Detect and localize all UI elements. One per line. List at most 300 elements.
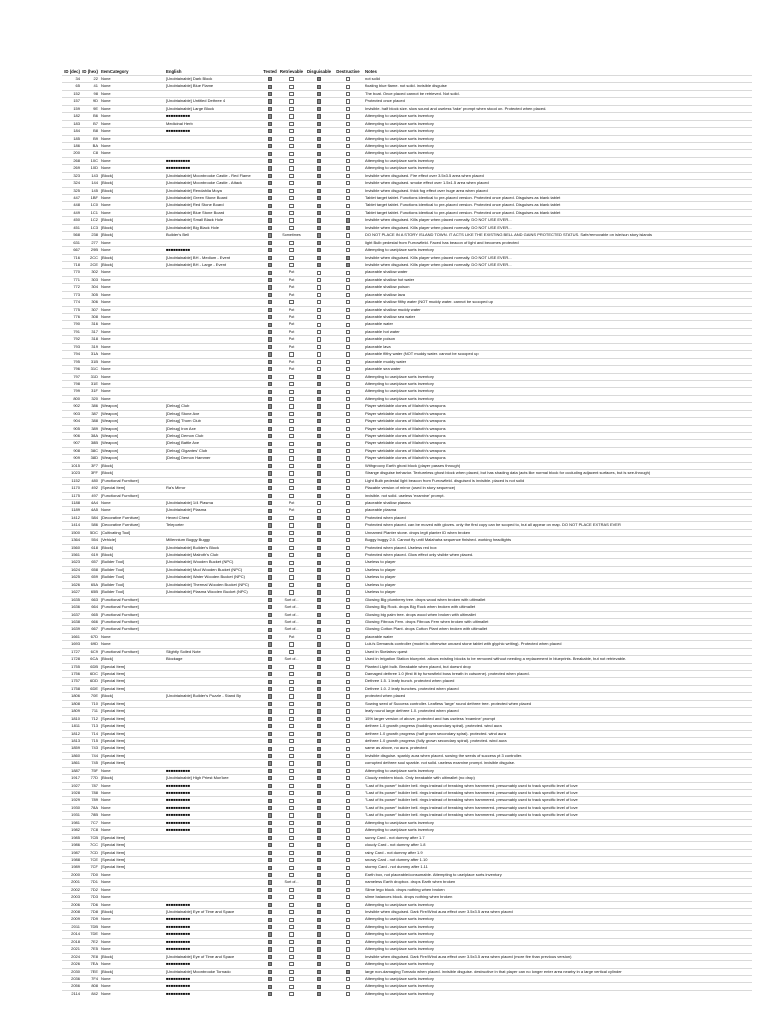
- tested-checkbox[interactable]: [268, 665, 272, 669]
- disguisable-checkbox[interactable]: [317, 360, 321, 364]
- tested-checkbox[interactable]: [268, 642, 272, 646]
- retrievable-checkbox[interactable]: [289, 129, 293, 133]
- disguisable-checkbox[interactable]: [317, 308, 321, 312]
- disguisable-checkbox[interactable]: [317, 553, 321, 557]
- disguisable-checkbox[interactable]: [317, 940, 321, 944]
- tested-checkbox[interactable]: [268, 114, 272, 118]
- tested-checkbox[interactable]: [268, 583, 272, 587]
- disguisable-checkbox[interactable]: [317, 211, 321, 215]
- disguisable-checkbox[interactable]: [317, 129, 321, 133]
- tested-checkbox[interactable]: [268, 628, 272, 632]
- tested-checkbox[interactable]: [268, 561, 272, 565]
- retrievable-checkbox[interactable]: [289, 181, 293, 185]
- tested-checkbox[interactable]: [268, 99, 272, 103]
- disguisable-checkbox[interactable]: [317, 107, 321, 111]
- destructive-checkbox[interactable]: [346, 345, 350, 349]
- retrievable-checkbox[interactable]: [289, 122, 293, 126]
- disguisable-checkbox[interactable]: [317, 620, 321, 624]
- destructive-checkbox[interactable]: [346, 888, 350, 892]
- tested-checkbox[interactable]: [268, 724, 272, 728]
- retrievable-checkbox[interactable]: [289, 747, 293, 751]
- tested-checkbox[interactable]: [268, 397, 272, 401]
- disguisable-checkbox[interactable]: [317, 434, 321, 438]
- tested-checkbox[interactable]: [268, 166, 272, 170]
- retrievable-checkbox[interactable]: [289, 263, 293, 267]
- retrievable-checkbox[interactable]: [289, 732, 293, 736]
- retrievable-checkbox[interactable]: [289, 947, 293, 951]
- disguisable-checkbox[interactable]: [317, 583, 321, 587]
- tested-checkbox[interactable]: [268, 918, 272, 922]
- tested-checkbox[interactable]: [268, 635, 272, 639]
- disguisable-checkbox[interactable]: [317, 531, 321, 535]
- destructive-checkbox[interactable]: [346, 866, 350, 870]
- retrievable-checkbox[interactable]: [289, 828, 293, 832]
- disguisable-checkbox[interactable]: [317, 538, 321, 542]
- tested-checkbox[interactable]: [268, 687, 272, 691]
- retrievable-checkbox[interactable]: [289, 99, 293, 103]
- tested-checkbox[interactable]: [268, 196, 272, 200]
- tested-checkbox[interactable]: [268, 293, 272, 297]
- disguisable-checkbox[interactable]: [317, 233, 321, 237]
- destructive-checkbox[interactable]: [346, 799, 350, 803]
- retrievable-checkbox[interactable]: [289, 769, 293, 773]
- disguisable-checkbox[interactable]: [317, 732, 321, 736]
- retrievable-checkbox[interactable]: [289, 791, 293, 795]
- destructive-checkbox[interactable]: [346, 761, 350, 765]
- disguisable-checkbox[interactable]: [317, 970, 321, 974]
- destructive-checkbox[interactable]: [346, 181, 350, 185]
- destructive-checkbox[interactable]: [346, 152, 350, 156]
- tested-checkbox[interactable]: [268, 761, 272, 765]
- destructive-checkbox[interactable]: [346, 784, 350, 788]
- retrievable-checkbox[interactable]: [289, 650, 293, 654]
- retrievable-checkbox[interactable]: [289, 397, 293, 401]
- tested-checkbox[interactable]: [268, 955, 272, 959]
- retrievable-checkbox[interactable]: [289, 836, 293, 840]
- tested-checkbox[interactable]: [268, 776, 272, 780]
- tested-checkbox[interactable]: [268, 553, 272, 557]
- disguisable-checkbox[interactable]: [317, 977, 321, 981]
- retrievable-checkbox[interactable]: [289, 404, 293, 408]
- destructive-checkbox[interactable]: [346, 196, 350, 200]
- disguisable-checkbox[interactable]: [317, 181, 321, 185]
- disguisable-checkbox[interactable]: [317, 828, 321, 832]
- destructive-checkbox[interactable]: [346, 211, 350, 215]
- tested-checkbox[interactable]: [268, 717, 272, 721]
- tested-checkbox[interactable]: [268, 360, 272, 364]
- destructive-checkbox[interactable]: [346, 427, 350, 431]
- disguisable-checkbox[interactable]: [317, 397, 321, 401]
- tested-checkbox[interactable]: [268, 241, 272, 245]
- disguisable-checkbox[interactable]: [317, 523, 321, 527]
- retrievable-checkbox[interactable]: [289, 300, 293, 304]
- retrievable-checkbox[interactable]: [289, 77, 293, 81]
- destructive-checkbox[interactable]: [346, 620, 350, 624]
- destructive-checkbox[interactable]: [346, 821, 350, 825]
- disguisable-checkbox[interactable]: [317, 955, 321, 959]
- destructive-checkbox[interactable]: [346, 263, 350, 267]
- tested-checkbox[interactable]: [268, 769, 272, 773]
- retrievable-checkbox[interactable]: [289, 456, 293, 460]
- tested-checkbox[interactable]: [268, 791, 272, 795]
- retrievable-checkbox[interactable]: [289, 665, 293, 669]
- disguisable-checkbox[interactable]: [317, 337, 321, 341]
- destructive-checkbox[interactable]: [346, 271, 350, 275]
- destructive-checkbox[interactable]: [346, 256, 350, 260]
- tested-checkbox[interactable]: [268, 509, 272, 513]
- retrievable-checkbox[interactable]: [289, 204, 293, 208]
- destructive-checkbox[interactable]: [346, 464, 350, 468]
- destructive-checkbox[interactable]: [346, 159, 350, 163]
- retrievable-checkbox[interactable]: [289, 709, 293, 713]
- destructive-checkbox[interactable]: [346, 806, 350, 810]
- tested-checkbox[interactable]: [268, 970, 272, 974]
- tested-checkbox[interactable]: [268, 137, 272, 141]
- tested-checkbox[interactable]: [268, 330, 272, 334]
- tested-checkbox[interactable]: [268, 672, 272, 676]
- retrievable-checkbox[interactable]: [289, 866, 293, 870]
- disguisable-checkbox[interactable]: [317, 241, 321, 245]
- destructive-checkbox[interactable]: [346, 717, 350, 721]
- disguisable-checkbox[interactable]: [317, 263, 321, 267]
- retrievable-checkbox[interactable]: [289, 523, 293, 527]
- tested-checkbox[interactable]: [268, 159, 272, 163]
- disguisable-checkbox[interactable]: [317, 256, 321, 260]
- destructive-checkbox[interactable]: [346, 739, 350, 743]
- tested-checkbox[interactable]: [268, 345, 272, 349]
- disguisable-checkbox[interactable]: [317, 561, 321, 565]
- tested-checkbox[interactable]: [268, 516, 272, 520]
- disguisable-checkbox[interactable]: [317, 888, 321, 892]
- retrievable-checkbox[interactable]: [289, 895, 293, 899]
- destructive-checkbox[interactable]: [346, 442, 350, 446]
- destructive-checkbox[interactable]: [346, 494, 350, 498]
- disguisable-checkbox[interactable]: [317, 85, 321, 89]
- retrievable-checkbox[interactable]: [289, 196, 293, 200]
- destructive-checkbox[interactable]: [346, 114, 350, 118]
- tested-checkbox[interactable]: [268, 836, 272, 840]
- tested-checkbox[interactable]: [268, 784, 272, 788]
- disguisable-checkbox[interactable]: [317, 799, 321, 803]
- retrievable-checkbox[interactable]: [289, 449, 293, 453]
- tested-checkbox[interactable]: [268, 337, 272, 341]
- destructive-checkbox[interactable]: [346, 970, 350, 974]
- retrievable-checkbox[interactable]: [289, 761, 293, 765]
- disguisable-checkbox[interactable]: [317, 791, 321, 795]
- retrievable-checkbox[interactable]: [289, 538, 293, 542]
- tested-checkbox[interactable]: [268, 680, 272, 684]
- tested-checkbox[interactable]: [268, 747, 272, 751]
- disguisable-checkbox[interactable]: [317, 152, 321, 156]
- disguisable-checkbox[interactable]: [317, 918, 321, 922]
- retrievable-checkbox[interactable]: [289, 85, 293, 89]
- tested-checkbox[interactable]: [268, 248, 272, 252]
- disguisable-checkbox[interactable]: [317, 248, 321, 252]
- tested-checkbox[interactable]: [268, 702, 272, 706]
- destructive-checkbox[interactable]: [346, 605, 350, 609]
- disguisable-checkbox[interactable]: [317, 196, 321, 200]
- disguisable-checkbox[interactable]: [317, 947, 321, 951]
- destructive-checkbox[interactable]: [346, 404, 350, 408]
- retrievable-checkbox[interactable]: [289, 754, 293, 758]
- disguisable-checkbox[interactable]: [317, 77, 321, 81]
- retrievable-checkbox[interactable]: [289, 166, 293, 170]
- retrievable-checkbox[interactable]: [289, 813, 293, 817]
- disguisable-checkbox[interactable]: [317, 776, 321, 780]
- disguisable-checkbox[interactable]: [317, 278, 321, 282]
- destructive-checkbox[interactable]: [346, 955, 350, 959]
- tested-checkbox[interactable]: [268, 546, 272, 550]
- tested-checkbox[interactable]: [268, 226, 272, 230]
- disguisable-checkbox[interactable]: [317, 174, 321, 178]
- destructive-checkbox[interactable]: [346, 516, 350, 520]
- disguisable-checkbox[interactable]: [317, 509, 321, 513]
- destructive-checkbox[interactable]: [346, 375, 350, 379]
- retrievable-checkbox[interactable]: [289, 776, 293, 780]
- retrievable-checkbox[interactable]: [289, 821, 293, 825]
- retrievable-checkbox[interactable]: [289, 352, 293, 356]
- disguisable-checkbox[interactable]: [317, 821, 321, 825]
- retrievable-checkbox[interactable]: [289, 218, 293, 222]
- retrievable-checkbox[interactable]: [289, 583, 293, 587]
- retrievable-checkbox[interactable]: [289, 702, 293, 706]
- tested-checkbox[interactable]: [268, 92, 272, 96]
- destructive-checkbox[interactable]: [346, 99, 350, 103]
- destructive-checkbox[interactable]: [346, 323, 350, 327]
- destructive-checkbox[interactable]: [346, 360, 350, 364]
- tested-checkbox[interactable]: [268, 821, 272, 825]
- destructive-checkbox[interactable]: [346, 858, 350, 862]
- destructive-checkbox[interactable]: [346, 932, 350, 936]
- disguisable-checkbox[interactable]: [317, 546, 321, 550]
- retrievable-checkbox[interactable]: [289, 925, 293, 929]
- disguisable-checkbox[interactable]: [317, 739, 321, 743]
- retrievable-checkbox[interactable]: [289, 955, 293, 959]
- tested-checkbox[interactable]: [268, 873, 272, 877]
- tested-checkbox[interactable]: [268, 501, 272, 505]
- destructive-checkbox[interactable]: [346, 843, 350, 847]
- destructive-checkbox[interactable]: [346, 278, 350, 282]
- destructive-checkbox[interactable]: [346, 672, 350, 676]
- disguisable-checkbox[interactable]: [317, 754, 321, 758]
- retrievable-checkbox[interactable]: [289, 137, 293, 141]
- disguisable-checkbox[interactable]: [317, 189, 321, 193]
- disguisable-checkbox[interactable]: [317, 687, 321, 691]
- destructive-checkbox[interactable]: [346, 947, 350, 951]
- tested-checkbox[interactable]: [268, 181, 272, 185]
- tested-checkbox[interactable]: [268, 278, 272, 282]
- disguisable-checkbox[interactable]: [317, 382, 321, 386]
- tested-checkbox[interactable]: [268, 152, 272, 156]
- tested-checkbox[interactable]: [268, 620, 272, 624]
- disguisable-checkbox[interactable]: [317, 345, 321, 349]
- destructive-checkbox[interactable]: [346, 903, 350, 907]
- tested-checkbox[interactable]: [268, 367, 272, 371]
- retrievable-checkbox[interactable]: [289, 799, 293, 803]
- disguisable-checkbox[interactable]: [317, 404, 321, 408]
- tested-checkbox[interactable]: [268, 308, 272, 312]
- tested-checkbox[interactable]: [268, 456, 272, 460]
- tested-checkbox[interactable]: [268, 851, 272, 855]
- disguisable-checkbox[interactable]: [317, 680, 321, 684]
- tested-checkbox[interactable]: [268, 315, 272, 319]
- retrievable-checkbox[interactable]: [289, 873, 293, 877]
- tested-checkbox[interactable]: [268, 605, 272, 609]
- tested-checkbox[interactable]: [268, 575, 272, 579]
- disguisable-checkbox[interactable]: [317, 122, 321, 126]
- tested-checkbox[interactable]: [268, 285, 272, 289]
- destructive-checkbox[interactable]: [346, 174, 350, 178]
- disguisable-checkbox[interactable]: [317, 650, 321, 654]
- retrievable-checkbox[interactable]: [289, 672, 293, 676]
- retrievable-checkbox[interactable]: [289, 858, 293, 862]
- disguisable-checkbox[interactable]: [317, 747, 321, 751]
- destructive-checkbox[interactable]: [346, 628, 350, 632]
- tested-checkbox[interactable]: [268, 122, 272, 126]
- destructive-checkbox[interactable]: [346, 308, 350, 312]
- retrievable-checkbox[interactable]: [289, 144, 293, 148]
- disguisable-checkbox[interactable]: [317, 843, 321, 847]
- destructive-checkbox[interactable]: [346, 880, 350, 884]
- destructive-checkbox[interactable]: [346, 241, 350, 245]
- destructive-checkbox[interactable]: [346, 836, 350, 840]
- retrievable-checkbox[interactable]: [289, 642, 293, 646]
- destructive-checkbox[interactable]: [346, 613, 350, 617]
- disguisable-checkbox[interactable]: [317, 144, 321, 148]
- destructive-checkbox[interactable]: [346, 449, 350, 453]
- retrievable-checkbox[interactable]: [289, 427, 293, 431]
- tested-checkbox[interactable]: [268, 174, 272, 178]
- destructive-checkbox[interactable]: [346, 724, 350, 728]
- retrievable-checkbox[interactable]: [289, 486, 293, 490]
- destructive-checkbox[interactable]: [346, 300, 350, 304]
- tested-checkbox[interactable]: [268, 590, 272, 594]
- tested-checkbox[interactable]: [268, 858, 272, 862]
- tested-checkbox[interactable]: [268, 799, 272, 803]
- destructive-checkbox[interactable]: [346, 553, 350, 557]
- disguisable-checkbox[interactable]: [317, 568, 321, 572]
- tested-checkbox[interactable]: [268, 271, 272, 275]
- disguisable-checkbox[interactable]: [317, 605, 321, 609]
- destructive-checkbox[interactable]: [346, 352, 350, 356]
- destructive-checkbox[interactable]: [346, 166, 350, 170]
- retrievable-checkbox[interactable]: [289, 739, 293, 743]
- tested-checkbox[interactable]: [268, 694, 272, 698]
- disguisable-checkbox[interactable]: [317, 613, 321, 617]
- tested-checkbox[interactable]: [268, 985, 272, 989]
- disguisable-checkbox[interactable]: [317, 694, 321, 698]
- tested-checkbox[interactable]: [268, 189, 272, 193]
- tested-checkbox[interactable]: [268, 992, 272, 996]
- destructive-checkbox[interactable]: [346, 501, 350, 505]
- disguisable-checkbox[interactable]: [317, 672, 321, 676]
- retrievable-checkbox[interactable]: [289, 910, 293, 914]
- destructive-checkbox[interactable]: [346, 925, 350, 929]
- disguisable-checkbox[interactable]: [317, 709, 321, 713]
- retrievable-checkbox[interactable]: [289, 434, 293, 438]
- retrievable-checkbox[interactable]: [289, 419, 293, 423]
- retrievable-checkbox[interactable]: [289, 211, 293, 215]
- destructive-checkbox[interactable]: [346, 985, 350, 989]
- retrievable-checkbox[interactable]: [289, 382, 293, 386]
- retrievable-checkbox[interactable]: [289, 256, 293, 260]
- tested-checkbox[interactable]: [268, 412, 272, 416]
- disguisable-checkbox[interactable]: [317, 962, 321, 966]
- tested-checkbox[interactable]: [268, 940, 272, 944]
- retrievable-checkbox[interactable]: [289, 784, 293, 788]
- retrievable-checkbox[interactable]: [289, 479, 293, 483]
- tested-checkbox[interactable]: [268, 650, 272, 654]
- retrievable-checkbox[interactable]: [289, 724, 293, 728]
- tested-checkbox[interactable]: [268, 419, 272, 423]
- destructive-checkbox[interactable]: [346, 561, 350, 565]
- retrievable-checkbox[interactable]: [289, 977, 293, 981]
- disguisable-checkbox[interactable]: [317, 464, 321, 468]
- destructive-checkbox[interactable]: [346, 575, 350, 579]
- disguisable-checkbox[interactable]: [317, 412, 321, 416]
- disguisable-checkbox[interactable]: [317, 903, 321, 907]
- disguisable-checkbox[interactable]: [317, 456, 321, 460]
- disguisable-checkbox[interactable]: [317, 858, 321, 862]
- disguisable-checkbox[interactable]: [317, 442, 321, 446]
- disguisable-checkbox[interactable]: [317, 932, 321, 936]
- retrievable-checkbox[interactable]: [289, 159, 293, 163]
- destructive-checkbox[interactable]: [346, 107, 350, 111]
- disguisable-checkbox[interactable]: [317, 352, 321, 356]
- tested-checkbox[interactable]: [268, 806, 272, 810]
- disguisable-checkbox[interactable]: [317, 895, 321, 899]
- retrievable-checkbox[interactable]: [289, 687, 293, 691]
- disguisable-checkbox[interactable]: [317, 137, 321, 141]
- disguisable-checkbox[interactable]: [317, 910, 321, 914]
- tested-checkbox[interactable]: [268, 828, 272, 832]
- retrievable-checkbox[interactable]: [289, 531, 293, 535]
- tested-checkbox[interactable]: [268, 85, 272, 89]
- destructive-checkbox[interactable]: [346, 642, 350, 646]
- tested-checkbox[interactable]: [268, 925, 272, 929]
- destructive-checkbox[interactable]: [346, 285, 350, 289]
- destructive-checkbox[interactable]: [346, 479, 350, 483]
- tested-checkbox[interactable]: [268, 486, 272, 490]
- destructive-checkbox[interactable]: [346, 754, 350, 758]
- destructive-checkbox[interactable]: [346, 687, 350, 691]
- retrievable-checkbox[interactable]: [289, 248, 293, 252]
- tested-checkbox[interactable]: [268, 233, 272, 237]
- destructive-checkbox[interactable]: [346, 538, 350, 542]
- disguisable-checkbox[interactable]: [317, 367, 321, 371]
- retrievable-checkbox[interactable]: [289, 806, 293, 810]
- destructive-checkbox[interactable]: [346, 910, 350, 914]
- destructive-checkbox[interactable]: [346, 419, 350, 423]
- disguisable-checkbox[interactable]: [317, 226, 321, 230]
- tested-checkbox[interactable]: [268, 903, 272, 907]
- destructive-checkbox[interactable]: [346, 769, 350, 773]
- destructive-checkbox[interactable]: [346, 471, 350, 475]
- retrievable-checkbox[interactable]: [289, 561, 293, 565]
- destructive-checkbox[interactable]: [346, 315, 350, 319]
- destructive-checkbox[interactable]: [346, 397, 350, 401]
- retrievable-checkbox[interactable]: [289, 152, 293, 156]
- tested-checkbox[interactable]: [268, 427, 272, 431]
- tested-checkbox[interactable]: [268, 442, 272, 446]
- disguisable-checkbox[interactable]: [317, 501, 321, 505]
- destructive-checkbox[interactable]: [346, 531, 350, 535]
- tested-checkbox[interactable]: [268, 880, 272, 884]
- disguisable-checkbox[interactable]: [317, 218, 321, 222]
- disguisable-checkbox[interactable]: [317, 479, 321, 483]
- tested-checkbox[interactable]: [268, 531, 272, 535]
- destructive-checkbox[interactable]: [346, 665, 350, 669]
